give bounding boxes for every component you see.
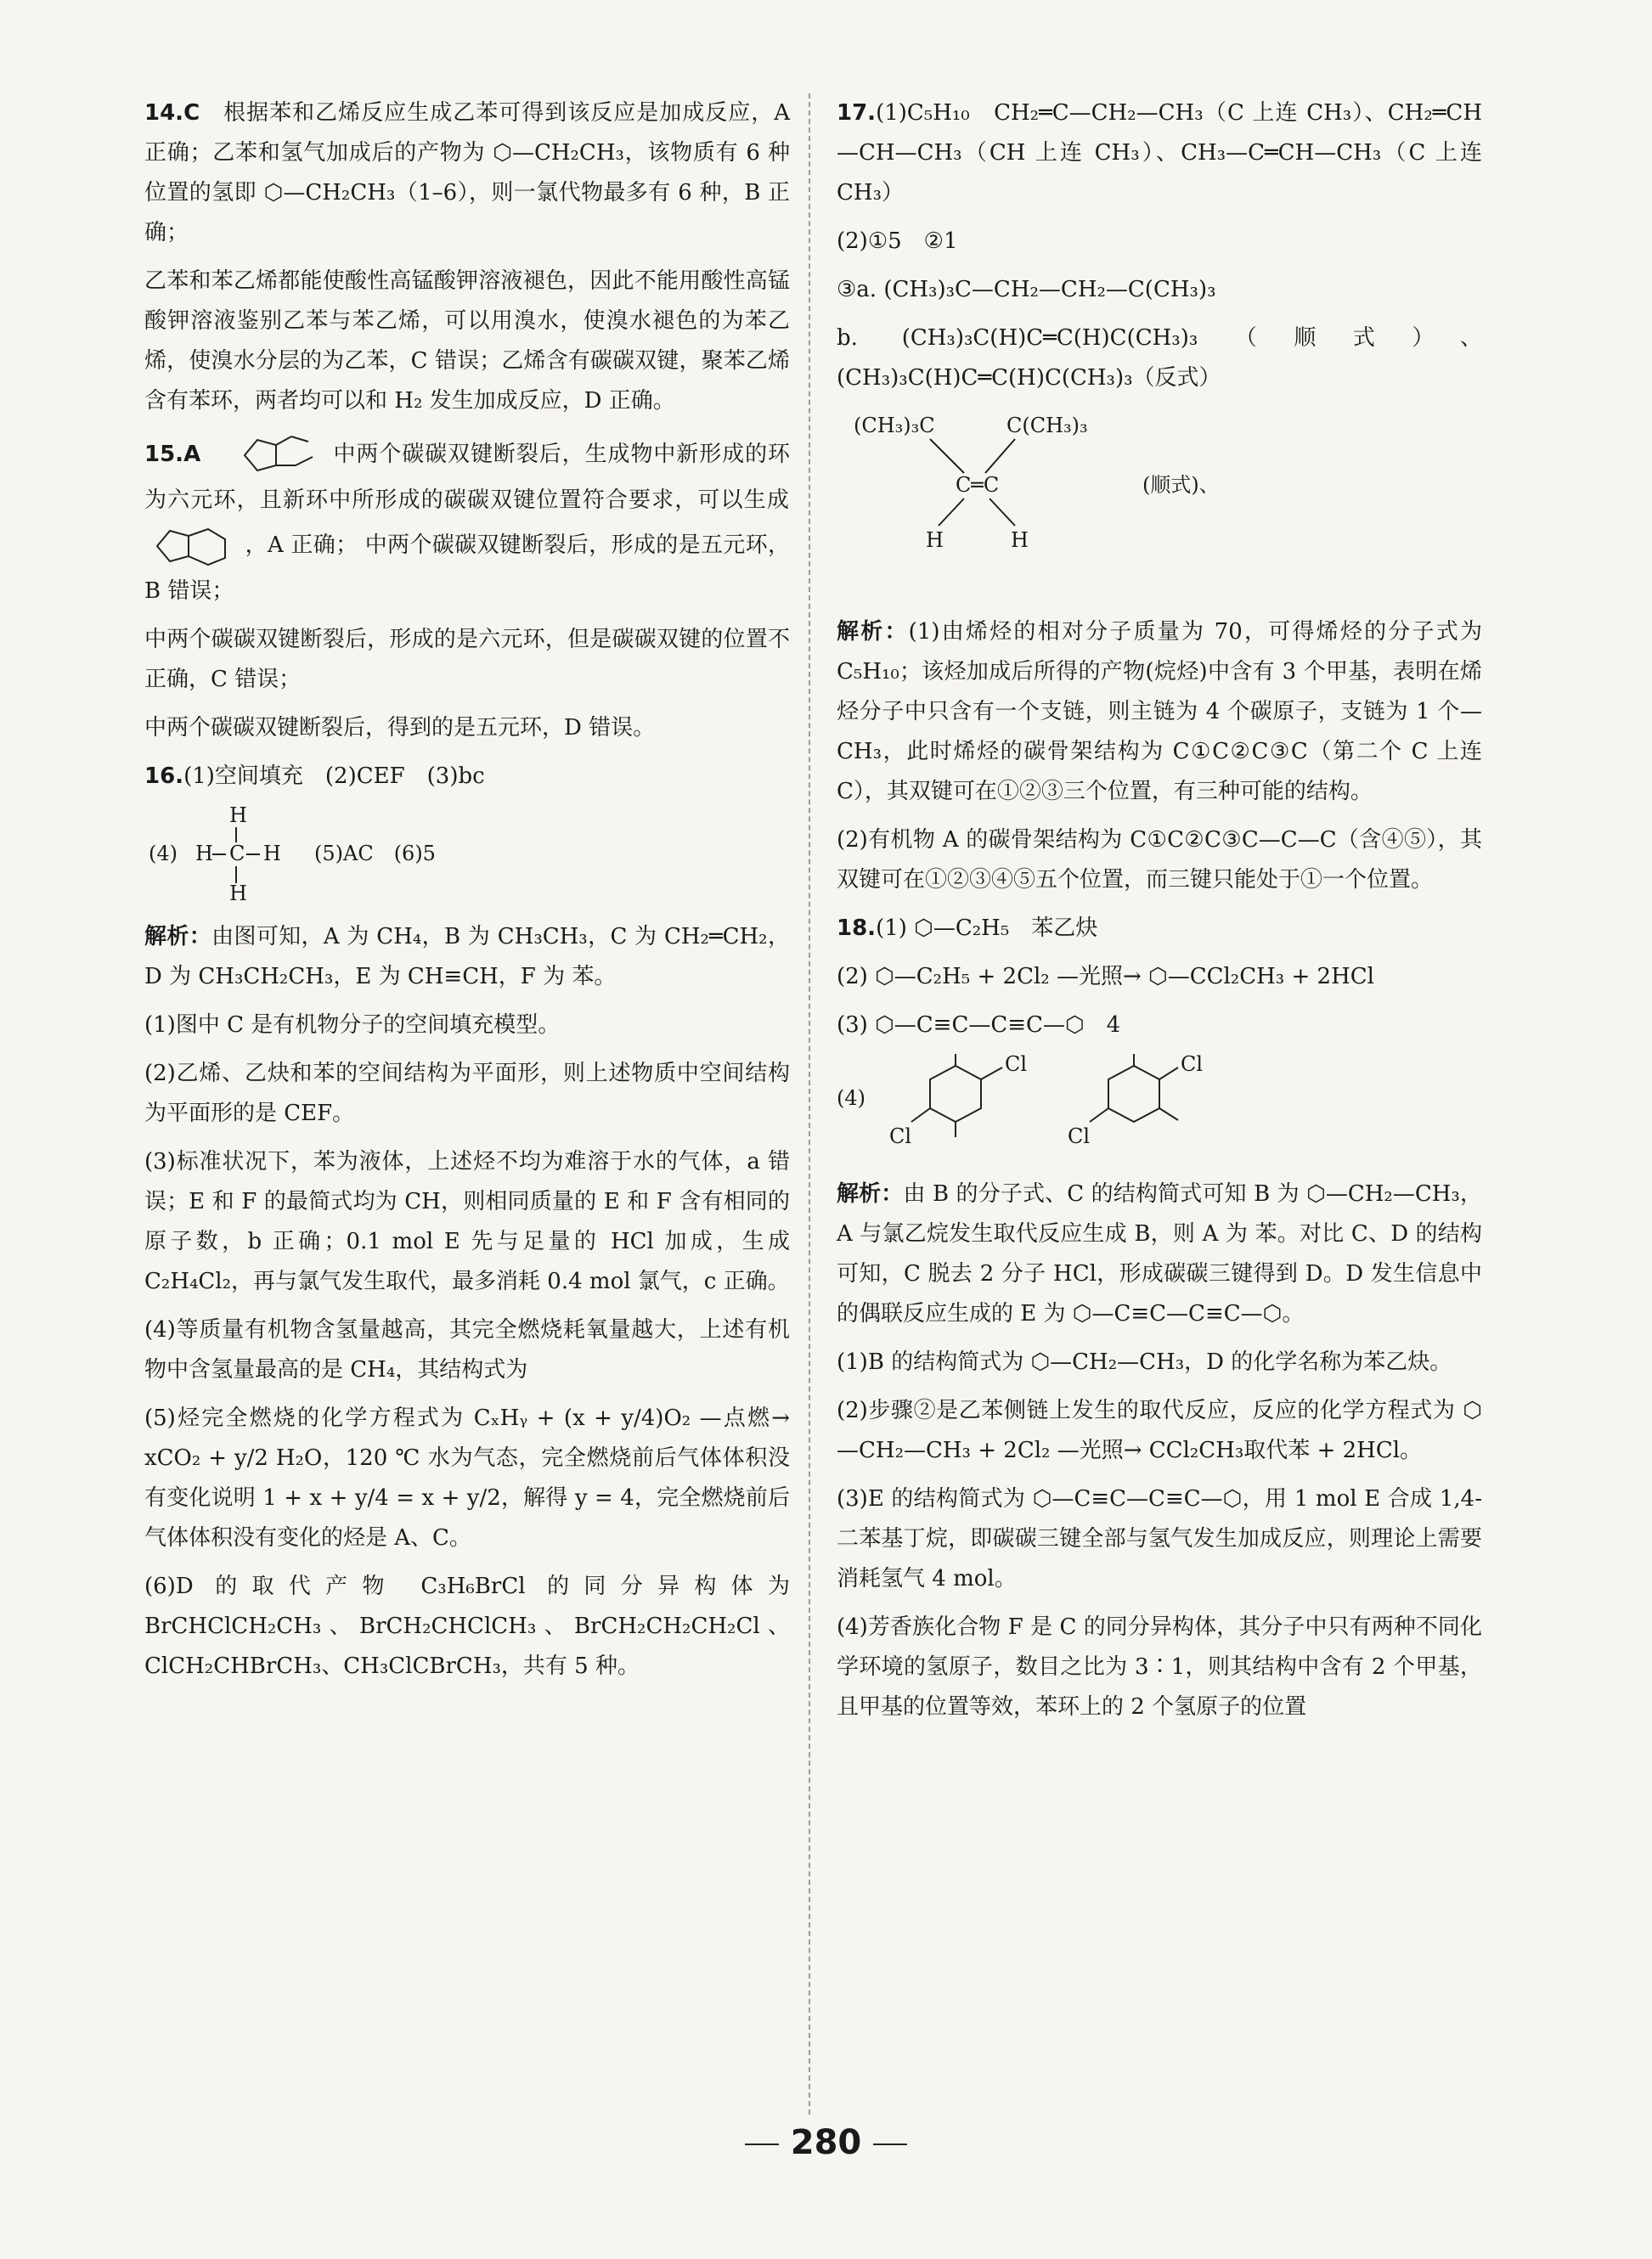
bicyclic-product-icon [144,521,238,572]
q18-p3: (2)步骤②是乙苯侧链上发生的取代反应，反应的化学方程式为 ⬡—CH₂—CH₃ + 2Cl₂ —光照→ CCl₂CH₃取代苯 + 2HCl。 [837,1398,1482,1463]
q16-p3: (2)乙烯、乙炔和苯的空间结构为平面形，则上述物质中空间结构为平面形的是 CEF。 [144,1061,790,1126]
cis-trans-structures [837,407,1482,602]
q17-line2: (2)①5 ②1 [837,228,958,254]
svg-text:(4): (4) [149,842,178,865]
svg-text:Cl: Cl [1005,1054,1028,1076]
q18-p1: 解析：由 B 的分子式、C 的结构简式可知 B 为 ⬡—CH₂—CH₃，A 与氯乙烷发生取代反应生成 B，则 A 为 苯。对比 C、D 的结构可知，C 脱去 2 分子 HCl，形成碳碳三键得到 D。D 发生信息中的偶联反应生成的 E 为 ⬡—C≡C—C≡C—⬡。 [837,1181,1482,1327]
q18-line4: (4) [837,1086,865,1110]
column-divider [809,93,810,2115]
q17-line1: 17.(1)C₅H₁₀ CH₂═C—CH₂—CH₃（C 上连 CH₃）、CH₂═CH—CH—CH₃（CH 上连 CH₃）、CH₃—C═CH—CH₃（C 上连 CH₃） [837,100,1482,206]
q17-line4: b. (CH₃)₃C(H)C═C(H)C(CH₃)₃（顺式）、(CH₃)₃C(H)C═C(H)C(CH₃)₃（反式） [837,325,1482,391]
q16-p6: (5)烃完全燃烧的化学方程式为 CₓHᵧ + (x + y/4)O₂ —点燃→ xCO₂ + y/2 H₂O，120 ℃ 水为气态，完全燃烧前后气体体积没有变化说明 1 + x + y/4 = x + y/2，解得 y = 4，完全燃烧前后气体体积没有变化的烃是 A、C。 [144,1406,790,1551]
q15-text1: 15.A 中两个碳碳双键断裂后，生成物中新形成的环为六元环，且新环中所形成的碳碳双键位置符合要求，可以生成 ，A 正确； 中两个碳碳双键断裂后，形成的是五元环，B 错误； [144,430,790,611]
svg-text:H: H [229,805,247,827]
q18-line3: (3) ⬡—C≡C—C≡C—⬡ 4 [837,1012,1121,1038]
svg-text:(顺式)、: (顺式)、 [1142,473,1220,497]
q16-p2: (1)图中 C 是有机物分子的空间填充模型。 [144,1012,561,1038]
q18-line1: 18.(1) ⬡—C₂H₅ 苯乙炔 [837,915,1098,941]
q14-text1: 14.C 根据苯和乙烯反应生成乙苯可得到该反应是加成反应，A 正确；乙苯和氢气加成后的产物为 ⬡—CH₂CH₃，该物质有 6 种位置的氢即 ⬡—CH₂CH₃（1–6），则一氯代物最多有 6 种，B 正确； [144,100,790,245]
q17-line3: ③a. (CH₃)₃C—CH₂—CH₂—C(CH₃)₃ [837,277,1216,302]
q18-p4: (3)E 的结构简式为 ⬡—C≡C—C≡C—⬡，用 1 mol E 合成 1,4-二苯基丁烷，即碳碳三键全部与氢气发生加成反应，则理论上需要消耗氢气 4 mol。 [837,1486,1482,1591]
q16-p5: (4)等质量有机物含氢量越高，其完全燃烧耗氧量越大，上述有机物中含氢量最高的是 CH₄，其结构式为 [144,1317,790,1383]
svg-text:H: H [1011,528,1029,552]
svg-text:H: H [195,842,213,865]
svg-text:H: H [263,842,281,865]
page-number-dash-right [873,2144,907,2145]
page-number-dash-left [745,2144,779,2145]
dichloro-xylene-structures [837,1054,1482,1164]
svg-text:H: H [229,882,247,905]
svg-text:C: C [229,842,245,865]
svg-text:Cl: Cl [1068,1124,1091,1148]
q16-p1: 解析：由图可知，A 为 CH₄，B 为 CH₃CH₃，C 为 CH₂═CH₂，D 为 CH₃CH₂CH₃，E 为 CH≡CH，F 为 苯。 [144,924,790,989]
svg-text:(CH₃)₃C: (CH₃)₃C [854,414,935,437]
svg-text:C(CH₃)₃: C(CH₃)₃ [1006,414,1088,437]
q17-p1: 解析：(1)由烯烃的相对分子质量为 70，可得烯烃的分子式为 C₅H₁₀；该烃加成后所得的产物(烷烃)中含有 3 个甲基，表明在烯烃分子中只含有一个支链，则主链为 4 个碳原子，支链为 1 个—CH₃，此时烯烃的碳骨架结构为 C①C②C③C（第二个 C 上连 C），其双键可在①②③三个位置，有三种可能的结构。 [837,619,1482,804]
svg-text:C═C: C═C [956,473,1000,497]
left-column [144,93,790,1695]
q18-line2: (2) ⬡—C₂H₅ + 2Cl₂ —光照→ ⬡—CCl₂CH₃ + 2HCl [837,964,1374,989]
q18-p5: (4)芳香族化合物 F 是 C 的同分异构体，其分子中只有两种不同化学环境的氢原子，数目之比为 3∶1，则其结构中含有 2 个甲基，且甲基的位置等效，苯环上的 2 个氢原子的位置 [837,1614,1482,1720]
q16-p4: (3)标准状况下，苯为液体，上述烃不均为难溶于水的气体，a 错误；E 和 F 的最简式均为 CH，则相同质量的 E 和 F 含有相同的原子数，b 正确；0.1 mol E 先与足量的 HCl 加成，生成 C₂H₄Cl₂，再与氯气发生取代，最多消耗 0.4 mol 氯气，c 正确。 [144,1149,790,1294]
svg-text:H: H [926,528,944,552]
methane-structure-formula [144,805,790,907]
q14-text2: 乙苯和苯乙烯都能使酸性高锰酸钾溶液褪色，因此不能用酸性高锰酸钾溶液鉴别乙苯与苯乙烯，可以用溴水，使溴水褪色的为苯乙烯，使溴水分层的为乙苯，C 错误；乙烯含有碳碳双键，聚苯乙烯含有苯环，两者均可以和 H₂ 发生加成反应，D 正确。 [144,268,790,414]
svg-text:Cl: Cl [1181,1054,1204,1076]
page-number: 280 [0,2123,1652,2162]
svg-text:Cl: Cl [889,1124,912,1148]
q15-text5: 中两个碳碳双键断裂后，得到的是五元环，D 错误。 [144,715,656,741]
diene-structure-icon [232,430,325,481]
right-column [837,93,1482,1736]
q16-line2: (5)AC (6)5 [314,842,436,865]
q16-p7: (6)D 的取代产物 C₃H₆BrCl 的同分异构体为 BrCHClCH₂CH₃、BrCH₂CHClCH₃、BrCH₂CH₂CH₂Cl、ClCH₂CHBrCH₃、CH₃ClCBrCH₃，共有 5 种。 [144,1574,790,1679]
q17-p2: (2)有机物 A 的碳骨架结构为 C①C②C③C—C—C（含④⑤），其双键可在①②③④⑤五个位置，而三键只能处于①一个位置。 [837,827,1482,893]
q16-line1: 16.(1)空间填充 (2)CEF (3)bc [144,763,485,789]
q18-p2: (1)B 的结构简式为 ⬡—CH₂—CH₃，D 的化学名称为苯乙炔。 [837,1349,1452,1375]
q15-text4: 中两个碳碳双键断裂后，形成的是六元环，但是碳碳双键的位置不正确，C 错误； [144,627,790,692]
